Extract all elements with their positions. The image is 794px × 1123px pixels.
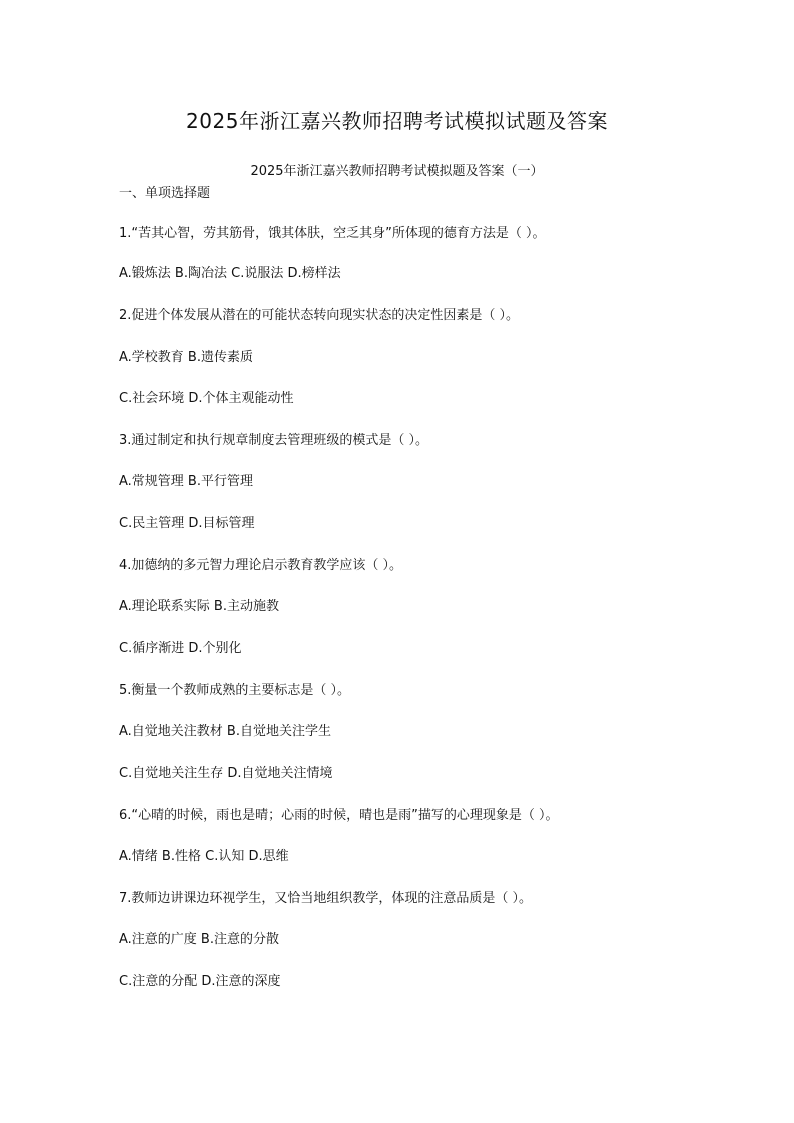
question-1: 1.“苦其心智，劳其筋骨，饿其体肤，空乏其身”所体现的德育方法是（ ）。: [119, 226, 546, 241]
options-5a: A.自觉地关注教材 B.自觉地关注学生: [119, 724, 331, 739]
options-4a: A.理论联系实际 B.主动施教: [119, 599, 279, 614]
page-title: 2025年浙江嘉兴教师招聘考试模拟试题及答案: [186, 109, 608, 133]
question-2: 2.促进个体发展从潜在的可能状态转向现实状态的决定性因素是（ ）。: [119, 308, 520, 323]
question-7: 7.教师边讲课边环视学生，又恰当地组织教学，体现的注意品质是（ ）。: [119, 891, 533, 906]
options-4b: C.循序渐进 D.个别化: [119, 641, 242, 656]
options-7a: A.注意的广度 B.注意的分散: [119, 932, 279, 947]
options-2b: C.社会环境 D.个体主观能动性: [119, 391, 294, 406]
page-subtitle: 2025年浙江嘉兴教师招聘考试模拟题及答案（一）: [250, 164, 544, 179]
question-3: 3.通过制定和执行规章制度去管理班级的模式是（ ）。: [119, 433, 429, 448]
options-5b: C.自觉地关注生存 D.自觉地关注情境: [119, 766, 333, 781]
question-6: 6.“心晴的时候，雨也是晴；心雨的时候，晴也是雨”描写的心理现象是（ ）。: [119, 808, 559, 823]
question-4: 4.加德纳的多元智力理论启示教育教学应该（ ）。: [119, 558, 403, 573]
section-heading: 一、单项选择题: [119, 186, 211, 201]
options-1: A.锻炼法 B.陶冶法 C.说服法 D.榜样法: [119, 266, 341, 281]
options-3b: C.民主管理 D.目标管理: [119, 516, 255, 531]
options-2a: A.学校教育 B.遗传素质: [119, 350, 253, 365]
options-7b: C.注意的分配 D.注意的深度: [119, 974, 281, 989]
question-5: 5.衡量一个教师成熟的主要标志是（ ）。: [119, 683, 351, 698]
options-6: A.情绪 B.性格 C.认知 D.思维: [119, 849, 289, 864]
options-3a: A.常规管理 B.平行管理: [119, 474, 253, 489]
